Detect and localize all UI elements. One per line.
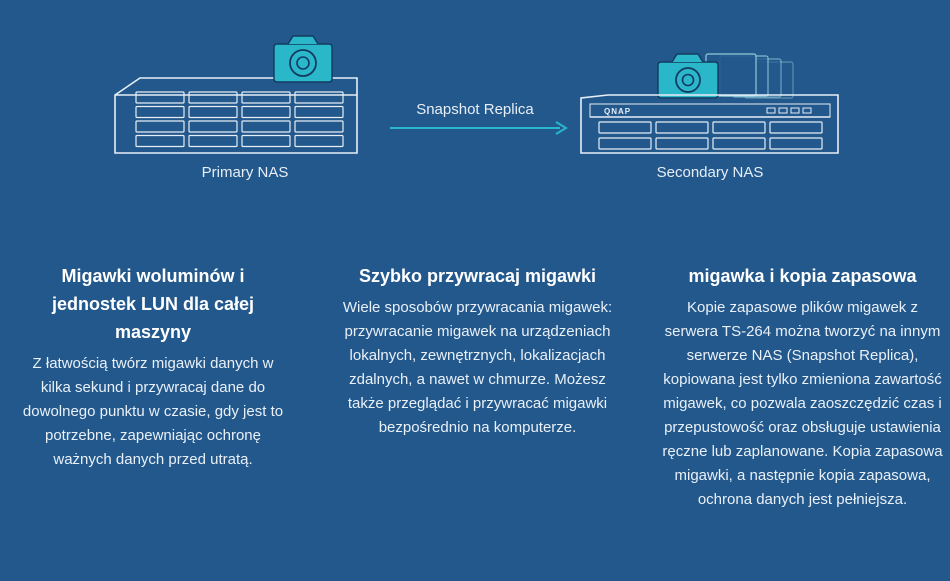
feature-title: Szybko przywracaj migawki [358, 266, 597, 286]
drive-bay-icon [713, 138, 765, 149]
drive-bay-icon [770, 138, 822, 149]
primary-nas-label: Primary NAS [201, 164, 289, 181]
drive-bay-icon [189, 121, 237, 132]
feature-snapshot-backup [660, 262, 945, 512]
drive-bay-icon [656, 138, 708, 149]
drive-bay-icon [770, 122, 822, 133]
drive-bay-icon [242, 136, 290, 147]
replica-arrow-icon [390, 122, 566, 134]
drive-bay-icon [136, 107, 184, 118]
replica-label: Snapshot Replica [416, 101, 534, 118]
drive-bay-icon [189, 92, 237, 103]
primary-nas-icon [115, 78, 357, 153]
drive-bay-icon [136, 136, 184, 147]
drive-bay-icon [136, 121, 184, 132]
drive-bay-icon [136, 92, 184, 103]
drive-bay-icon [295, 92, 343, 103]
drive-bay-icon [295, 121, 343, 132]
secondary-nas-icon [581, 95, 838, 153]
feature-title: migawka i kopia zapasowa [688, 266, 917, 286]
qnap-logo-icon: QNAP [604, 107, 632, 116]
secondary-nas-label: Secondary NAS [656, 164, 764, 181]
drive-bay-icon [242, 92, 290, 103]
drive-bay-icon [189, 136, 237, 147]
feature-body: Z łatwością twórz migawki danych w kilka sekund i przywracaj dane do dowolnego punktu w czasie, gdy jest to potrzebne, zapewniając ochronę ważnych danych przed utratą. [22, 355, 284, 468]
drive-bay-icon [295, 107, 343, 118]
drive-bay-icon [599, 122, 651, 133]
drive-bay-icon [599, 138, 651, 149]
drive-bay-icon [242, 107, 290, 118]
drive-bay-icon [713, 122, 765, 133]
drive-bay-icon [242, 121, 290, 132]
replication-diagram [0, 0, 950, 200]
drive-bay-icon [295, 136, 343, 147]
feature-volume-snapshots [18, 262, 288, 472]
feature-title: Migawki woluminów i jednostek LUN dla całej maszyny [51, 266, 255, 342]
feature-fast-restore [340, 262, 615, 440]
drive-bay-icon [189, 107, 237, 118]
feature-body: Wiele sposobów przywracania migawek: przywracanie migawek na urządzeniach lokalnych, zewnętrznych, lokalizacjach zdalnych, a nawet w chmurze. Możesz także przeglądać i przywracać migawki bezpośrednio na komputerze. [342, 299, 613, 436]
drive-bay-icon [656, 122, 708, 133]
snapshot-stack-icon [706, 54, 793, 98]
feature-body: Kopie zapasowe plików migawek z serwera TS-264 można tworzyć na innym serwerze NAS (Snapshot Replica), kopiowana jest tylko zmieniona zawartość migawek, co pozwala zaoszczędzić czas i przepustowość oraz obsługuje ustawienia ręczne lub zaplanowane. Kopia zapasowa migawki, a następnie kopia zapasowa, ochrona danych jest pełniejsza. [662, 299, 943, 508]
primary-camera-icon [274, 36, 332, 82]
